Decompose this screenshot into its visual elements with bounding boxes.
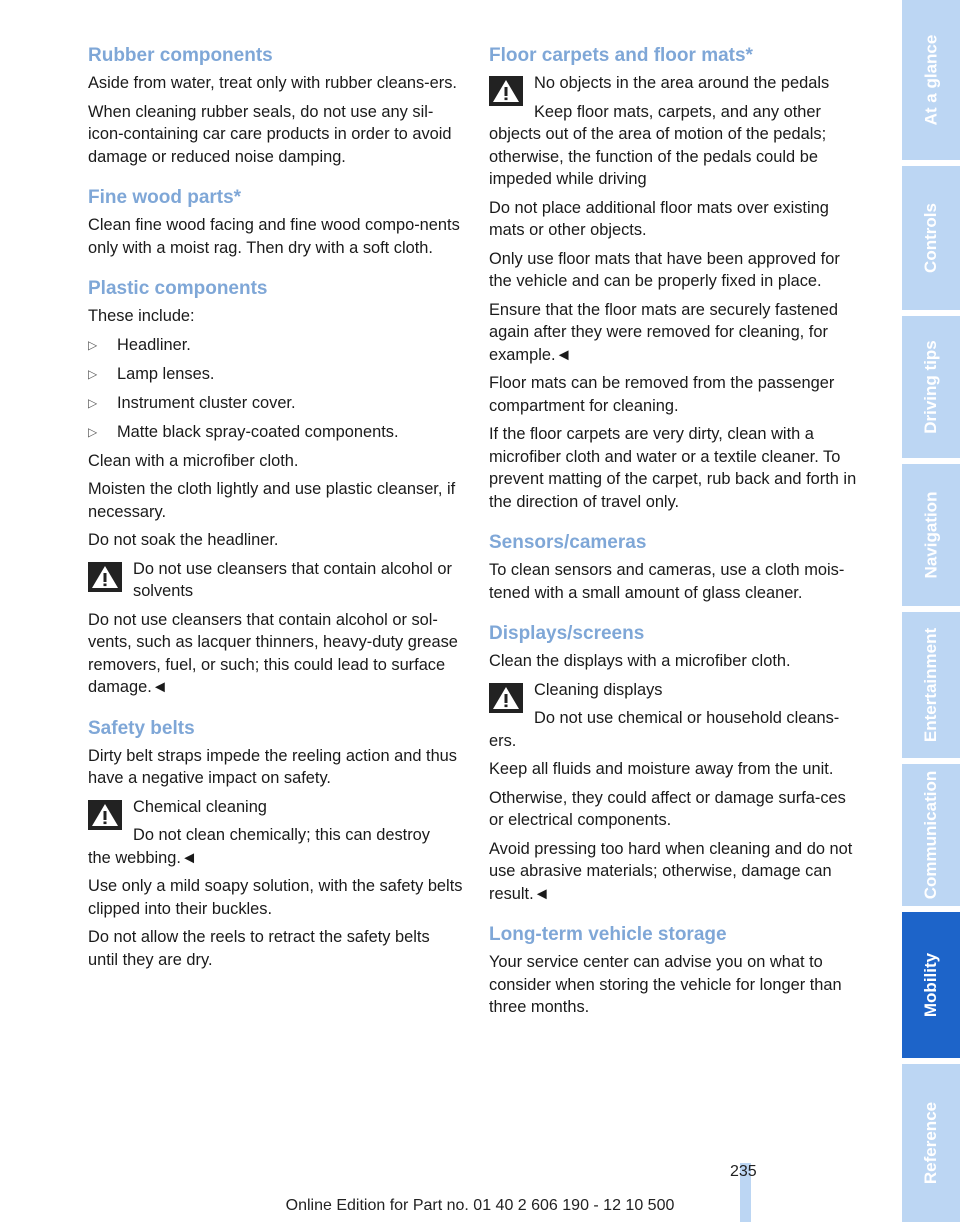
- section-heading-rubber: Rubber components: [88, 45, 273, 66]
- paragraph: When cleaning rubber seals, do not use any sil-icon-containing car care products in order to avoid damage or reduced noise damping.: [88, 102, 452, 166]
- warning-triangle-icon: [88, 800, 122, 830]
- section-heading-sensors: Sensors/cameras: [489, 532, 647, 553]
- warning-title: No objects in the area around the pedals: [534, 74, 830, 92]
- tab-at-a-glance[interactable]: At a glance: [902, 0, 960, 160]
- paragraph: Floor mats can be removed from the passenger compartment for cleaning.: [489, 374, 835, 415]
- warning-title: Cleaning displays: [534, 680, 663, 699]
- paragraph: Do not allow the reels to retract the safety belts until they are dry.: [88, 928, 430, 969]
- paragraph: These include:: [88, 307, 195, 325]
- section-heading-displays: Displays/screens: [489, 623, 645, 644]
- page-number: 235: [730, 1163, 757, 1180]
- paragraph: Do not place additional floor mats over existing mats or other objects.: [489, 198, 829, 239]
- list-item: ▷ Headliner.: [88, 334, 463, 357]
- tab-controls[interactable]: Controls: [902, 166, 960, 310]
- list-item: ▷ Instrument cluster cover.: [88, 392, 463, 415]
- side-tabs: [902, 0, 960, 1222]
- paragraph: Otherwise, they could affect or damage surfa-ces or electrical components.: [489, 788, 846, 829]
- bullet-triangle-icon: ▷: [88, 395, 98, 410]
- paragraph: Avoid pressing too hard when cleaning and do not use abrasive materials; otherwise, damage can result.◄: [489, 839, 853, 903]
- section-heading-belts: Safety belts: [88, 717, 195, 739]
- footer-edition: Online Edition for Part no. 01 40 2 606 190 - 12 10 500: [285, 1197, 675, 1214]
- list-item: ▷ Matte black spray-coated components.: [88, 421, 463, 444]
- warning-triangle-icon: [88, 562, 122, 592]
- bullet-triangle-icon: ▷: [88, 424, 98, 439]
- tab-navigation[interactable]: Navigation: [902, 464, 960, 606]
- warning-title: Do not use cleansers that contain alcohol or solvents: [133, 559, 452, 600]
- paragraph: Do not soak the headliner.: [88, 531, 279, 549]
- warning-text: ers.: [489, 731, 517, 750]
- bullet-triangle-icon: ▷: [88, 337, 98, 352]
- paragraph: Only use floor mats that have been approved for the vehicle and can be properly fixed in place.: [489, 249, 840, 290]
- paragraph: Use only a mild soapy solution, with the safety belts clipped into their buckles.: [88, 877, 463, 918]
- warning-title: Chemical cleaning: [133, 797, 267, 816]
- tab-reference[interactable]: Reference: [902, 1064, 960, 1222]
- paragraph: Ensure that the floor mats are securely fastened again after they were removed for cleaning, for example.◄: [489, 300, 838, 364]
- paragraph: Clean the displays with a microfiber cloth.: [489, 652, 791, 670]
- bullet-triangle-icon: ▷: [88, 366, 98, 381]
- paragraph: Clean with a microfiber cloth.: [88, 451, 299, 470]
- warning-text: objects out of the area of motion of the pedals; otherwise, the function of the pedals could be impeded while driving: [489, 125, 827, 188]
- warning-block: [489, 72, 863, 191]
- paragraph: Dirty belt straps impede the reeling action and thus have a negative impact on safety.: [88, 746, 457, 787]
- warning-text: the webbing.◄: [88, 848, 198, 867]
- tab-driving-tips[interactable]: Driving tips: [902, 316, 960, 458]
- section-heading-plastic: Plastic components: [88, 278, 268, 299]
- section-heading-wood: Fine wood parts*: [88, 187, 242, 208]
- right-column: [489, 44, 863, 1025]
- warning-text: Do not clean chemically; this can destroy: [133, 826, 430, 844]
- warning-triangle-icon: [489, 76, 523, 106]
- paragraph: Moisten the cloth lightly and use plastic cleanser, if necessary.: [88, 480, 456, 521]
- paragraph: Keep all fluids and moisture away from the unit.: [489, 760, 834, 778]
- paragraph: If the floor carpets are very dirty, clean with a microfiber cloth and water or a textile cleaner. To prevent matting of the carpet, rub back and forth in the direction of travel only.: [489, 425, 857, 511]
- warning-block: [88, 558, 463, 699]
- tab-mobility[interactable]: Mobility: [902, 912, 960, 1058]
- paragraph: To clean sensors and cameras, use a cloth mois-tened with a small amount of glass cleaner.: [489, 561, 845, 602]
- warning-triangle-icon: [489, 683, 523, 713]
- tab-communication[interactable]: Communication: [902, 764, 960, 906]
- paragraph: Aside from water, treat only with rubber cleans-ers.: [88, 74, 457, 92]
- paragraph: Clean fine wood facing and fine wood compo-nents only with a moist rag. Then dry with a soft cloth.: [88, 216, 460, 257]
- warning-text: Do not use chemical or household cleans-: [534, 709, 840, 727]
- plastic-list: [88, 334, 463, 444]
- tab-entertainment[interactable]: Entertainment: [902, 612, 960, 758]
- list-item: ▷ Lamp lenses.: [88, 363, 463, 386]
- warning-text: Keep floor mats, carpets, and any other: [534, 102, 821, 121]
- section-heading-storage: Long-term vehicle storage: [489, 924, 727, 945]
- left-column: [88, 44, 463, 977]
- paragraph: Your service center can advise you on what to consider when storing the vehicle for longer than three months.: [489, 953, 842, 1016]
- section-heading-floor: Floor carpets and floor mats*: [489, 45, 753, 66]
- warning-block: [489, 679, 863, 753]
- warning-text: Do not use cleansers that contain alcohol or sol-vents, such as lacquer thinners, heavy-duty grease removers, fuel, or such; this could lead to surface damage.◄: [88, 610, 458, 696]
- warning-block: [88, 796, 463, 870]
